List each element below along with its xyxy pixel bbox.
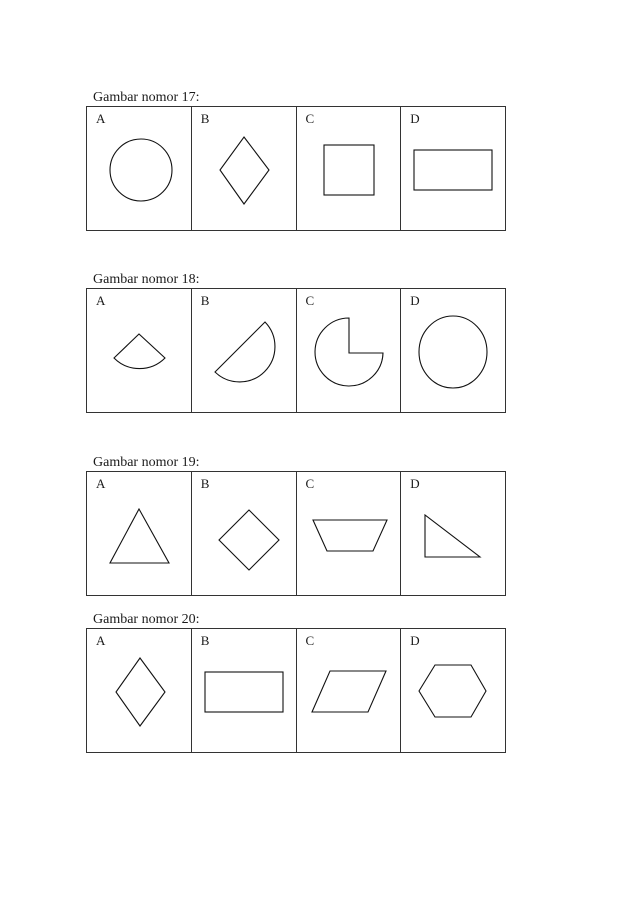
option-b bbox=[192, 472, 297, 595]
rhombus-shape bbox=[87, 629, 192, 754]
circle-sector-shape bbox=[87, 289, 192, 414]
parallelogram-shape bbox=[297, 629, 402, 754]
hexagon-shape bbox=[401, 629, 506, 754]
options-table bbox=[86, 106, 506, 231]
option-label: D bbox=[410, 476, 420, 491]
rotated-square-shape bbox=[192, 472, 297, 597]
trapezoid-shape bbox=[297, 472, 402, 597]
option-c bbox=[297, 289, 402, 412]
option-label: B bbox=[200, 111, 210, 126]
option-label: A bbox=[96, 476, 106, 491]
semicircle-shape bbox=[192, 289, 297, 414]
rectangle-shape bbox=[192, 629, 297, 754]
option-d bbox=[401, 289, 505, 412]
option-a bbox=[87, 107, 192, 230]
option-b bbox=[192, 289, 297, 412]
option-label: B bbox=[200, 633, 210, 648]
option-d bbox=[401, 629, 505, 752]
option-label: B bbox=[200, 476, 210, 491]
right-triangle-shape bbox=[401, 472, 506, 597]
option-label: C bbox=[305, 633, 315, 648]
circle-shape bbox=[87, 107, 192, 232]
question-title: Gambar nomor 19: bbox=[93, 455, 200, 470]
option-a bbox=[87, 629, 192, 752]
rectangle-shape bbox=[401, 107, 506, 232]
options-table bbox=[86, 628, 506, 753]
option-c bbox=[297, 107, 402, 230]
option-b bbox=[192, 107, 297, 230]
option-label: A bbox=[96, 293, 106, 308]
option-label: D bbox=[410, 111, 420, 126]
option-label: A bbox=[96, 111, 106, 126]
option-label: C bbox=[305, 293, 315, 308]
question-title: Gambar nomor 18: bbox=[93, 272, 200, 287]
option-a bbox=[87, 289, 192, 412]
option-c bbox=[297, 472, 402, 595]
option-label: C bbox=[305, 476, 315, 491]
question-title: Gambar nomor 17: bbox=[93, 90, 200, 105]
option-label: A bbox=[96, 633, 106, 648]
question-title: Gambar nomor 20: bbox=[93, 612, 200, 627]
options-table bbox=[86, 471, 506, 596]
option-label: D bbox=[410, 633, 420, 648]
option-d bbox=[401, 472, 505, 595]
full-circle-shape bbox=[401, 289, 506, 414]
option-d bbox=[401, 107, 505, 230]
option-label: D bbox=[410, 293, 420, 308]
option-c bbox=[297, 629, 402, 752]
option-b bbox=[192, 629, 297, 752]
options-table bbox=[86, 288, 506, 413]
option-label: B bbox=[200, 293, 210, 308]
rhombus-shape bbox=[192, 107, 297, 232]
option-label: C bbox=[305, 111, 315, 126]
option-a bbox=[87, 472, 192, 595]
three-quarter-circle-shape bbox=[297, 289, 402, 414]
square-shape bbox=[297, 107, 402, 232]
triangle-shape bbox=[87, 472, 192, 597]
